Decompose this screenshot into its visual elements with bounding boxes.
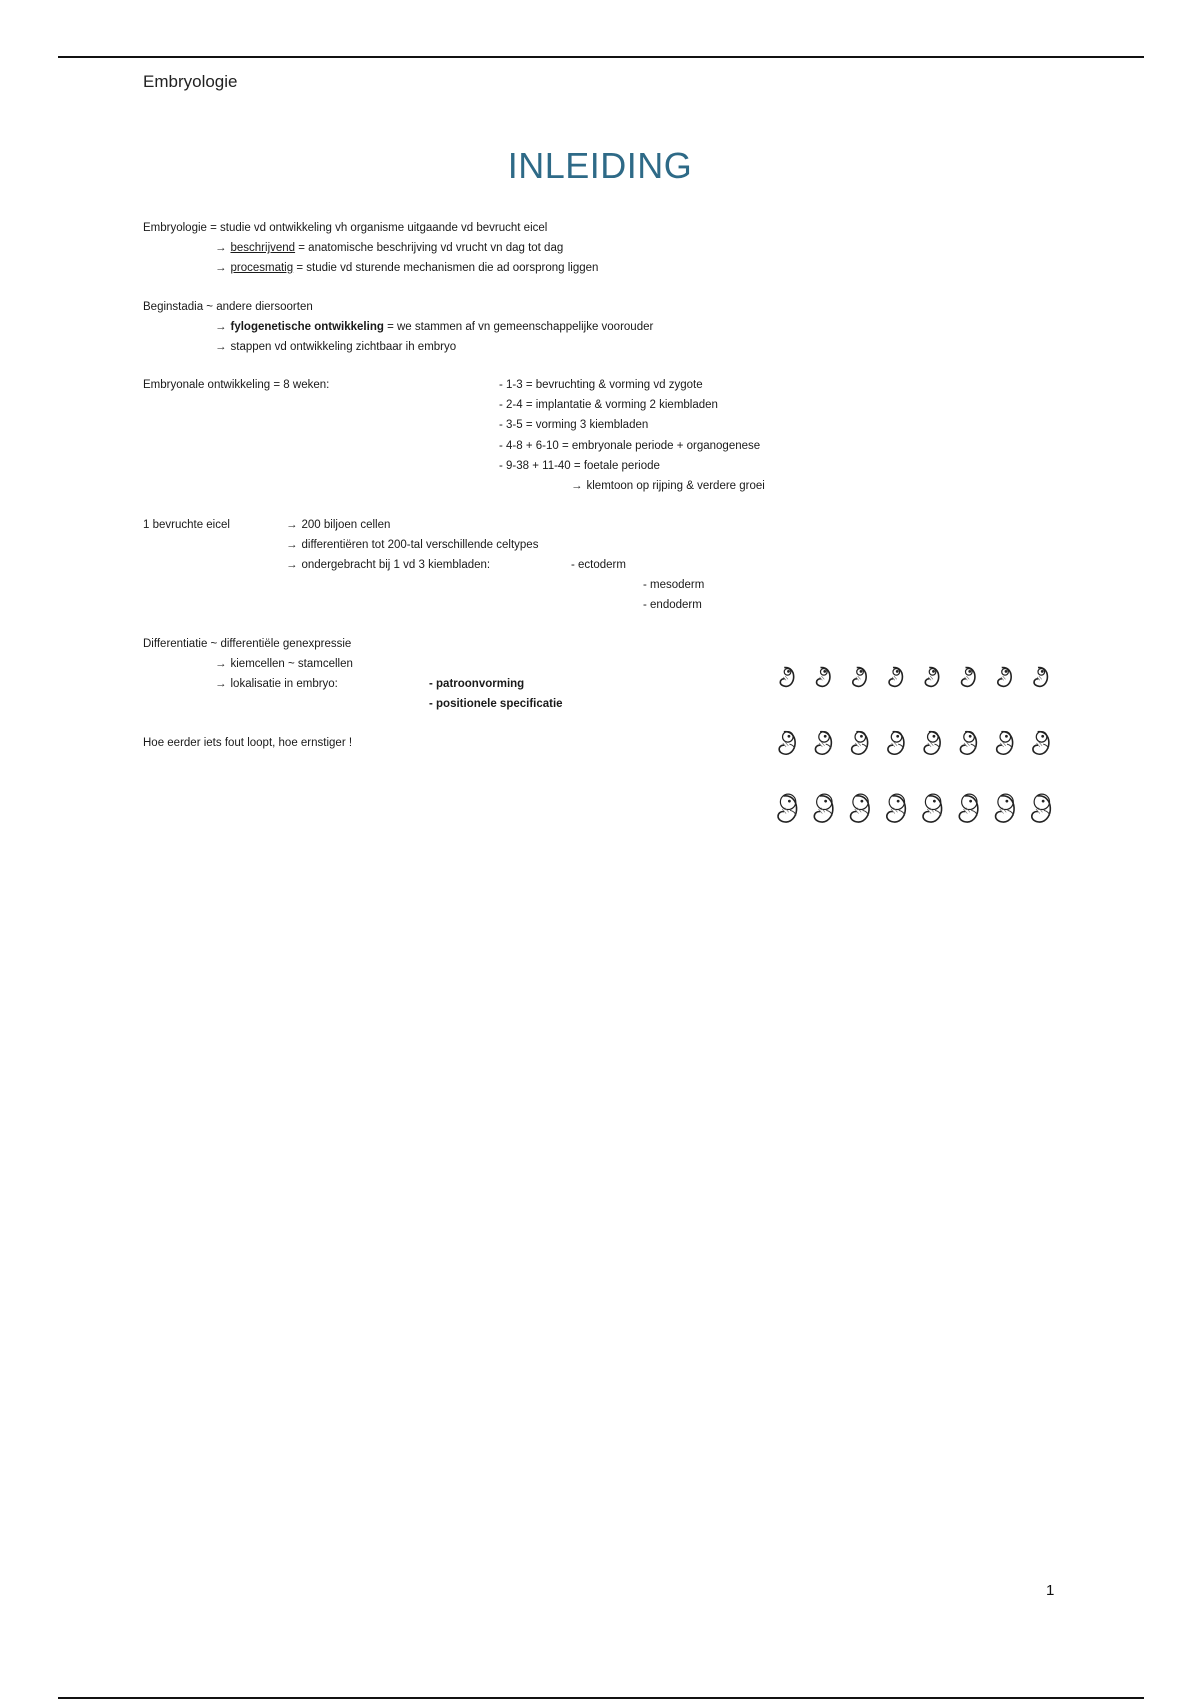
list-item: - 4-8 + 6-10 = embryonale periode + organogenese xyxy=(499,440,761,452)
note-line xyxy=(571,479,765,493)
embryo-sketch xyxy=(962,668,975,687)
germ-layer: - ectoderm xyxy=(571,559,626,571)
bullet-cellen xyxy=(286,518,390,532)
bullet-text: kiemcellen ~ stamcellen xyxy=(230,658,353,670)
embryo-sketch xyxy=(851,794,870,822)
bullet-differentieren xyxy=(286,538,538,552)
embryo-sketch xyxy=(923,794,942,822)
section-heading: Differentiatie ~ differentiële genexpressie xyxy=(143,638,352,650)
arrow-right-icon: → xyxy=(215,341,227,353)
arrow-right-icon: → xyxy=(215,658,227,670)
bullet-kiemcellen xyxy=(215,657,353,671)
embryo-sketch xyxy=(1034,668,1047,687)
list-item: - positionele specificatie xyxy=(429,698,563,710)
embryo-sketch xyxy=(815,732,831,755)
embryo-sketch xyxy=(998,668,1011,687)
term: procesmatig xyxy=(230,262,294,274)
list-item: - patroonvorming xyxy=(429,678,525,690)
definition-line: Embryologie = studie vd ontwikkeling vh organisme uitgaande vd bevrucht eicel xyxy=(143,222,548,234)
embryo-sketch xyxy=(1032,794,1051,822)
embryo-sketch xyxy=(960,732,976,755)
arrow-right-icon: → xyxy=(286,559,298,571)
embryo-sketch xyxy=(996,794,1015,822)
page-title: INLEIDING xyxy=(507,145,693,186)
list-item: - 3-5 = vorming 3 kiembladen xyxy=(499,419,649,431)
bullet-stappen xyxy=(215,340,456,354)
embryo-sketch xyxy=(852,732,868,755)
list-item: - 2-4 = implantatie & vorming 2 kiembladen xyxy=(499,399,718,411)
germ-layer: - endoderm xyxy=(643,599,702,611)
page-number: 1 xyxy=(1046,1582,1055,1599)
bullet-lokalisatie xyxy=(215,677,338,691)
running-header: Embryologie xyxy=(143,72,238,91)
list-item: - 1-3 = bevruchting & vorming vd zygote xyxy=(499,379,703,391)
embryo-sketch xyxy=(888,732,904,755)
germ-layer: - mesoderm xyxy=(643,579,705,591)
section-heading: Embryonale ontwikkeling = 8 weken: xyxy=(143,379,330,391)
term-description: = anatomische beschrijving vd vrucht vn dag tot dag xyxy=(295,242,564,254)
bullet-fylogenetisch xyxy=(215,320,653,334)
embryo-sketch xyxy=(814,794,833,822)
arrow-right-icon: → xyxy=(571,480,583,492)
bullet-text: 200 biljoen cellen xyxy=(301,519,391,531)
bullet-procesmatig xyxy=(215,261,598,275)
term: fylogenetische ontwikkeling xyxy=(230,321,384,333)
term: beschrijvend xyxy=(230,242,296,254)
header-rule xyxy=(58,56,1144,58)
embryo-sketch xyxy=(853,668,866,687)
embryo-sketch xyxy=(997,732,1013,755)
embryo-sketch xyxy=(887,794,906,822)
arrow-right-icon: → xyxy=(215,262,227,274)
bullet-beschrijvend xyxy=(215,241,563,255)
arrow-right-icon: → xyxy=(286,519,298,531)
section-heading: 1 bevruchte eicel xyxy=(143,519,230,531)
embryo-sketch xyxy=(1033,732,1049,755)
arrow-right-icon: → xyxy=(215,242,227,254)
closing-statement: Hoe eerder iets fout loopt, hoe ernstiger ! xyxy=(143,737,353,749)
footer-rule xyxy=(58,1697,1144,1699)
bullet-kiembladen xyxy=(286,558,490,572)
note-text: klemtoon op rijping & verdere groei xyxy=(586,480,765,492)
arrow-right-icon: → xyxy=(215,678,227,690)
embryo-sketch xyxy=(925,668,938,687)
bullet-text: ondergebracht bij 1 vd 3 kiembladen: xyxy=(301,559,491,571)
embryo-sketch xyxy=(889,668,902,687)
arrow-right-icon: → xyxy=(286,539,298,551)
embryo-sketch xyxy=(778,794,797,822)
term-description: = we stammen af vn gemeenschappelijke voorouder xyxy=(383,321,654,333)
bullet-text: stappen vd ontwikkeling zichtbaar ih embryo xyxy=(230,341,457,353)
embryo-sketch xyxy=(959,794,978,822)
arrow-right-icon: → xyxy=(215,321,227,333)
bullet-text: lokalisatie in embryo: xyxy=(230,678,338,690)
term-description: = studie vd sturende mechanismen die ad oorsprong liggen xyxy=(293,262,599,274)
embryo-sketch xyxy=(780,668,793,687)
bullet-text: differentiëren tot 200-tal verschillende celtypes xyxy=(301,539,539,551)
embryo-sketch xyxy=(817,668,830,687)
embryo-sketch xyxy=(924,732,940,755)
embryo-sketch xyxy=(779,732,795,755)
embryo-comparison-illustration xyxy=(768,640,1058,838)
section-heading: Beginstadia ~ andere diersoorten xyxy=(143,301,313,313)
list-item: - 9-38 + 11-40 = foetale periode xyxy=(499,460,660,472)
